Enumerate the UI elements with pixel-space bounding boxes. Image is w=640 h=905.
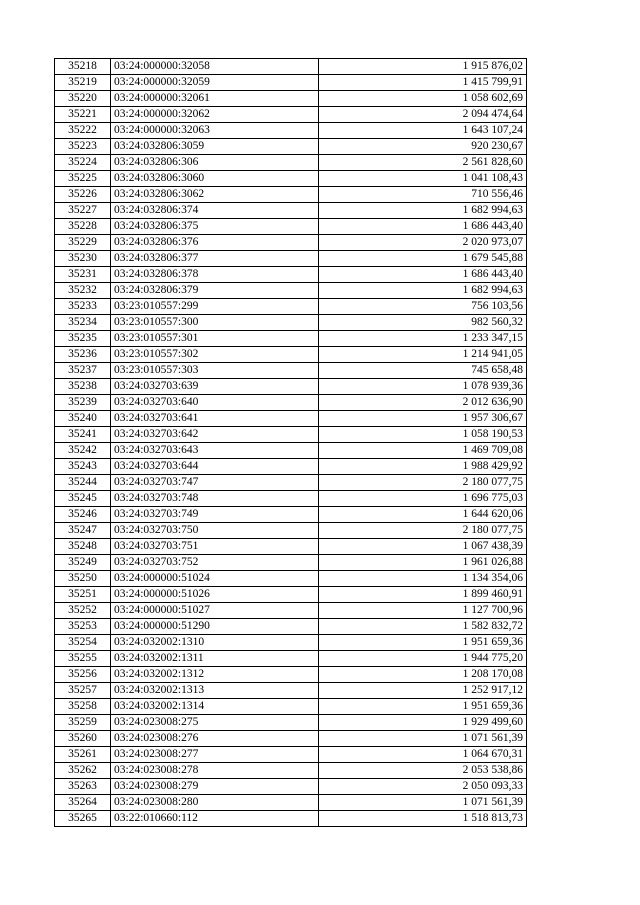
cadastral-number-cell: 03:23:010557:299 xyxy=(111,299,319,315)
cadastral-number-cell: 03:24:000000:32059 xyxy=(111,75,319,91)
table-row xyxy=(55,427,527,443)
cadastral-number-cell: 03:23:010557:303 xyxy=(111,363,319,379)
cadastral-number-cell: 03:24:023008:280 xyxy=(111,795,319,811)
table-row xyxy=(55,395,527,411)
value-cell: 1 679 545,88 xyxy=(319,251,527,267)
value-cell: 1 944 775,20 xyxy=(319,651,527,667)
value-cell: 745 658,48 xyxy=(319,363,527,379)
cadastral-number-cell: 03:24:000000:51290 xyxy=(111,619,319,635)
table-row xyxy=(55,491,527,507)
cadastral-number-cell: 03:24:032703:752 xyxy=(111,555,319,571)
cadastral-number-cell: 03:22:010660:112 xyxy=(111,811,319,827)
table-row xyxy=(55,571,527,587)
row-number-cell: 35247 xyxy=(55,523,111,539)
cadastral-number-cell: 03:24:032806:3059 xyxy=(111,139,319,155)
value-cell: 1 067 438,39 xyxy=(319,539,527,555)
value-cell: 1 058 602,69 xyxy=(319,91,527,107)
row-number-cell: 35229 xyxy=(55,235,111,251)
cadastral-number-cell: 03:23:010557:300 xyxy=(111,315,319,331)
table-row xyxy=(55,619,527,635)
table-row xyxy=(55,763,527,779)
table-row xyxy=(55,699,527,715)
row-number-cell: 35262 xyxy=(55,763,111,779)
cadastral-number-cell: 03:24:032703:643 xyxy=(111,443,319,459)
value-cell: 1 071 561,39 xyxy=(319,795,527,811)
row-number-cell: 35231 xyxy=(55,267,111,283)
cadastral-number-cell: 03:24:032002:1310 xyxy=(111,635,319,651)
cadastral-number-cell: 03:24:032806:377 xyxy=(111,251,319,267)
cadastral-number-cell: 03:24:023008:276 xyxy=(111,731,319,747)
table-row xyxy=(55,267,527,283)
value-cell: 1 233 347,15 xyxy=(319,331,527,347)
table-row xyxy=(55,715,527,731)
table-row xyxy=(55,507,527,523)
value-cell: 1 957 306,67 xyxy=(319,411,527,427)
value-cell: 1 988 429,92 xyxy=(319,459,527,475)
value-cell: 1 643 107,24 xyxy=(319,123,527,139)
value-cell: 920 230,67 xyxy=(319,139,527,155)
data-table xyxy=(54,58,527,827)
cadastral-number-cell: 03:24:023008:277 xyxy=(111,747,319,763)
cadastral-number-cell: 03:24:032703:644 xyxy=(111,459,319,475)
value-cell: 1 071 561,39 xyxy=(319,731,527,747)
row-number-cell: 35238 xyxy=(55,379,111,395)
value-cell: 1 127 700,96 xyxy=(319,603,527,619)
table-row xyxy=(55,555,527,571)
cadastral-number-cell: 03:24:000000:32062 xyxy=(111,107,319,123)
row-number-cell: 35244 xyxy=(55,475,111,491)
row-number-cell: 35224 xyxy=(55,155,111,171)
value-cell: 1 041 108,43 xyxy=(319,171,527,187)
table-row xyxy=(55,603,527,619)
row-number-cell: 35228 xyxy=(55,219,111,235)
value-cell: 1 214 941,05 xyxy=(319,347,527,363)
row-number-cell: 35260 xyxy=(55,731,111,747)
row-number-cell: 35254 xyxy=(55,635,111,651)
cadastral-number-cell: 03:23:010557:301 xyxy=(111,331,319,347)
table-row xyxy=(55,523,527,539)
table-row xyxy=(55,795,527,811)
table-row xyxy=(55,379,527,395)
value-cell: 2 053 538,86 xyxy=(319,763,527,779)
cadastral-number-cell: 03:24:000000:32058 xyxy=(111,59,319,75)
cadastral-number-cell: 03:24:023008:279 xyxy=(111,779,319,795)
cadastral-number-cell: 03:24:000000:51026 xyxy=(111,587,319,603)
row-number-cell: 35232 xyxy=(55,283,111,299)
table-body xyxy=(55,59,527,827)
row-number-cell: 35233 xyxy=(55,299,111,315)
cadastral-number-cell: 03:24:032806:306 xyxy=(111,155,319,171)
value-cell: 2 050 093,33 xyxy=(319,779,527,795)
value-cell: 2 180 077,75 xyxy=(319,475,527,491)
cadastral-number-cell: 03:24:032703:747 xyxy=(111,475,319,491)
row-number-cell: 35243 xyxy=(55,459,111,475)
value-cell: 1 682 994,63 xyxy=(319,203,527,219)
row-number-cell: 35241 xyxy=(55,427,111,443)
cadastral-number-cell: 03:24:032703:641 xyxy=(111,411,319,427)
table-row xyxy=(55,251,527,267)
value-cell: 756 103,56 xyxy=(319,299,527,315)
row-number-cell: 35264 xyxy=(55,795,111,811)
table-row xyxy=(55,635,527,651)
cadastral-number-cell: 03:24:032703:751 xyxy=(111,539,319,555)
cadastral-number-cell: 03:24:032806:378 xyxy=(111,267,319,283)
cadastral-number-cell: 03:24:000000:32063 xyxy=(111,123,319,139)
row-number-cell: 35259 xyxy=(55,715,111,731)
table-row xyxy=(55,155,527,171)
value-cell: 1 582 832,72 xyxy=(319,619,527,635)
value-cell: 2 561 828,60 xyxy=(319,155,527,171)
cadastral-number-cell: 03:24:000000:32061 xyxy=(111,91,319,107)
value-cell: 1 058 190,53 xyxy=(319,427,527,443)
value-cell: 1 064 670,31 xyxy=(319,747,527,763)
table-row xyxy=(55,363,527,379)
table-row xyxy=(55,235,527,251)
table-row xyxy=(55,459,527,475)
row-number-cell: 35225 xyxy=(55,171,111,187)
table-row xyxy=(55,219,527,235)
row-number-cell: 35256 xyxy=(55,667,111,683)
row-number-cell: 35255 xyxy=(55,651,111,667)
row-number-cell: 35250 xyxy=(55,571,111,587)
row-number-cell: 35252 xyxy=(55,603,111,619)
value-cell: 1 929 499,60 xyxy=(319,715,527,731)
table-row xyxy=(55,75,527,91)
row-number-cell: 35236 xyxy=(55,347,111,363)
row-number-cell: 35218 xyxy=(55,59,111,75)
value-cell: 1 899 460,91 xyxy=(319,587,527,603)
cadastral-number-cell: 03:24:023008:275 xyxy=(111,715,319,731)
cadastral-number-cell: 03:24:032703:749 xyxy=(111,507,319,523)
table-row xyxy=(55,731,527,747)
table-row xyxy=(55,475,527,491)
value-cell: 982 560,32 xyxy=(319,315,527,331)
table-row xyxy=(55,171,527,187)
row-number-cell: 35240 xyxy=(55,411,111,427)
cadastral-number-cell: 03:24:032002:1312 xyxy=(111,667,319,683)
row-number-cell: 35220 xyxy=(55,91,111,107)
cadastral-number-cell: 03:24:032002:1313 xyxy=(111,683,319,699)
value-cell: 1 078 939,36 xyxy=(319,379,527,395)
cadastral-number-cell: 03:24:032806:379 xyxy=(111,283,319,299)
value-cell: 2 012 636,90 xyxy=(319,395,527,411)
cadastral-number-cell: 03:24:032703:639 xyxy=(111,379,319,395)
value-cell: 1 682 994,63 xyxy=(319,283,527,299)
cadastral-number-cell: 03:24:000000:51027 xyxy=(111,603,319,619)
table-row xyxy=(55,747,527,763)
value-cell: 1 518 813,73 xyxy=(319,811,527,827)
cadastral-number-cell: 03:24:032703:640 xyxy=(111,395,319,411)
value-cell: 1 415 799,91 xyxy=(319,75,527,91)
table-row xyxy=(55,203,527,219)
cadastral-number-cell: 03:24:032806:374 xyxy=(111,203,319,219)
row-number-cell: 35261 xyxy=(55,747,111,763)
row-number-cell: 35265 xyxy=(55,811,111,827)
value-cell: 710 556,46 xyxy=(319,187,527,203)
value-cell: 1 686 443,40 xyxy=(319,219,527,235)
row-number-cell: 35222 xyxy=(55,123,111,139)
table-row xyxy=(55,651,527,667)
row-number-cell: 35253 xyxy=(55,619,111,635)
value-cell: 1 134 354,06 xyxy=(319,571,527,587)
value-cell: 2 094 474,64 xyxy=(319,107,527,123)
table-row xyxy=(55,443,527,459)
row-number-cell: 35258 xyxy=(55,699,111,715)
row-number-cell: 35237 xyxy=(55,363,111,379)
row-number-cell: 35251 xyxy=(55,587,111,603)
table-row xyxy=(55,779,527,795)
table-row xyxy=(55,139,527,155)
row-number-cell: 35249 xyxy=(55,555,111,571)
row-number-cell: 35245 xyxy=(55,491,111,507)
table-row xyxy=(55,187,527,203)
table-row xyxy=(55,59,527,75)
cadastral-number-cell: 03:24:032002:1311 xyxy=(111,651,319,667)
value-cell: 1 252 917,12 xyxy=(319,683,527,699)
table-row xyxy=(55,315,527,331)
table-row xyxy=(55,811,527,827)
value-cell: 2 020 973,07 xyxy=(319,235,527,251)
table-row xyxy=(55,587,527,603)
row-number-cell: 35234 xyxy=(55,315,111,331)
row-number-cell: 35223 xyxy=(55,139,111,155)
value-cell: 1 961 026,88 xyxy=(319,555,527,571)
table-row xyxy=(55,123,527,139)
row-number-cell: 35230 xyxy=(55,251,111,267)
row-number-cell: 35248 xyxy=(55,539,111,555)
value-cell: 1 686 443,40 xyxy=(319,267,527,283)
cadastral-number-cell: 03:24:032806:376 xyxy=(111,235,319,251)
cadastral-number-cell: 03:23:010557:302 xyxy=(111,347,319,363)
row-number-cell: 35227 xyxy=(55,203,111,219)
value-cell: 2 180 077,75 xyxy=(319,523,527,539)
cadastral-number-cell: 03:24:032703:642 xyxy=(111,427,319,443)
table-row xyxy=(55,91,527,107)
cadastral-number-cell: 03:24:032002:1314 xyxy=(111,699,319,715)
row-number-cell: 35242 xyxy=(55,443,111,459)
table-row xyxy=(55,411,527,427)
table-row xyxy=(55,107,527,123)
table-row xyxy=(55,539,527,555)
row-number-cell: 35219 xyxy=(55,75,111,91)
cadastral-number-cell: 03:24:023008:278 xyxy=(111,763,319,779)
table-row xyxy=(55,299,527,315)
row-number-cell: 35263 xyxy=(55,779,111,795)
value-cell: 1 696 775,03 xyxy=(319,491,527,507)
value-cell: 1 469 709,08 xyxy=(319,443,527,459)
table-row xyxy=(55,347,527,363)
cadastral-number-cell: 03:24:032703:750 xyxy=(111,523,319,539)
row-number-cell: 35246 xyxy=(55,507,111,523)
value-cell: 1 644 620,06 xyxy=(319,507,527,523)
value-cell: 1 915 876,02 xyxy=(319,59,527,75)
cadastral-number-cell: 03:24:032806:375 xyxy=(111,219,319,235)
table-row xyxy=(55,331,527,347)
table-row xyxy=(55,667,527,683)
cadastral-number-cell: 03:24:032806:3062 xyxy=(111,187,319,203)
row-number-cell: 35257 xyxy=(55,683,111,699)
row-number-cell: 35239 xyxy=(55,395,111,411)
row-number-cell: 35235 xyxy=(55,331,111,347)
cadastral-number-cell: 03:24:032703:748 xyxy=(111,491,319,507)
value-cell: 1 208 170,08 xyxy=(319,667,527,683)
table-row xyxy=(55,683,527,699)
cadastral-number-cell: 03:24:032806:3060 xyxy=(111,171,319,187)
table-row xyxy=(55,283,527,299)
cadastral-number-cell: 03:24:000000:51024 xyxy=(111,571,319,587)
value-cell: 1 951 659,36 xyxy=(319,635,527,651)
row-number-cell: 35226 xyxy=(55,187,111,203)
row-number-cell: 35221 xyxy=(55,107,111,123)
value-cell: 1 951 659,36 xyxy=(319,699,527,715)
